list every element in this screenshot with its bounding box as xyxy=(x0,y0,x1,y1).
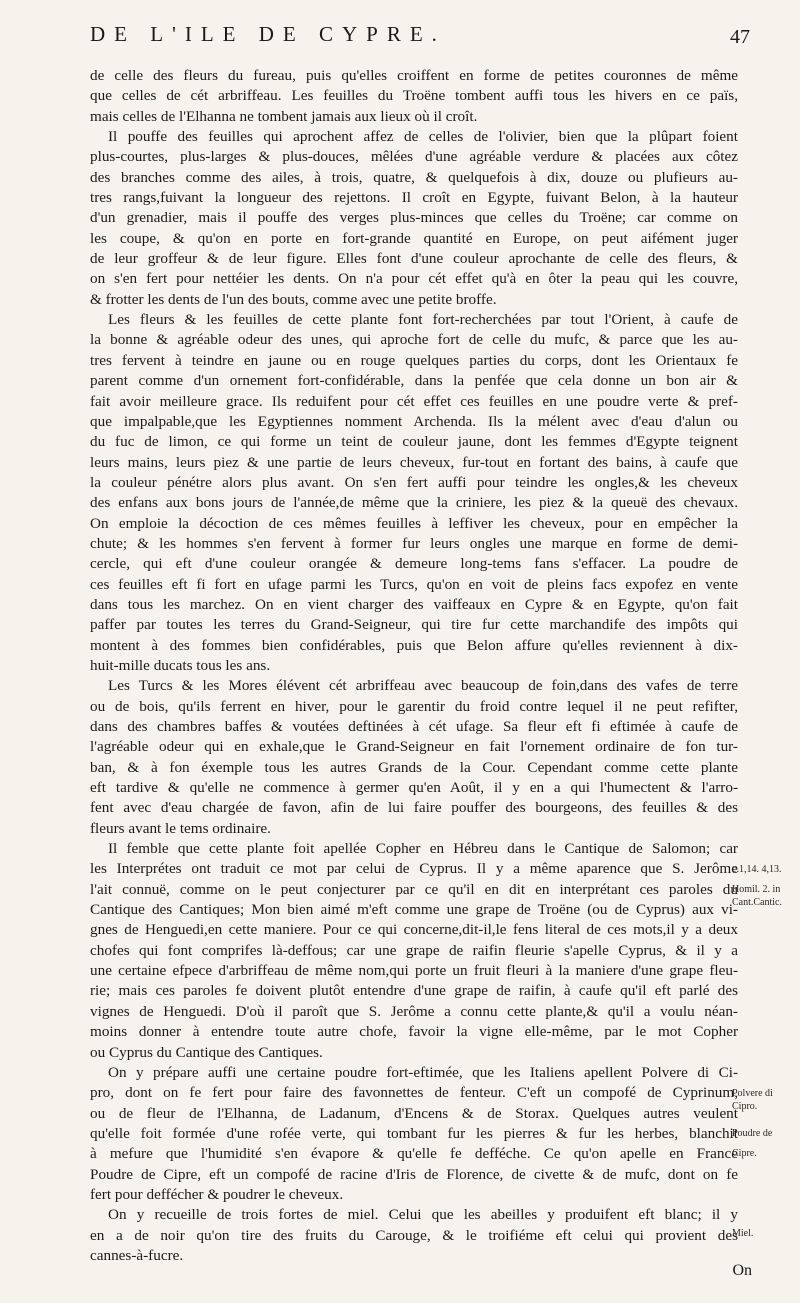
text-line: d'un grenadier, mais il pouffe des verges plus-minces que celles du Troëne; car comme on xyxy=(90,209,738,227)
text-line: ces feuilles eft fi fort en ufage parmi les Turcs, qu'on en voit de pleins facs expofez en vente xyxy=(90,575,738,593)
text-line: les Interprétes ont traduit ce mot par celui de Cyprus. Il y a même aparence que S. Jerôme xyxy=(90,860,738,878)
text-line: ou Cyprus du Cantique des Cantiques. xyxy=(90,1043,323,1061)
text-line: ban, & à fon éxemple tous les autres Grands de la Cour. Cependant comme cette plante xyxy=(90,758,738,776)
text-line: fent avec d'eau chargée de favon, afin de lui faire pouffer des bourgeons, des feuilles & des xyxy=(90,799,738,817)
text-line: dans des chambres baffes & voutées deftinées à cét ufage. Sa fleur eft fi eftimée à caufe de xyxy=(90,718,738,735)
text-line: ou de bois, qu'ils ferrent en hiver, pour le garentir du froid contre lequel il ne peut refifter, xyxy=(90,697,738,715)
text-line: & frotter les dents de l'un des bouts, comme avec une petite broffe. xyxy=(90,290,497,308)
text-line: une certaine efpece d'arbriffeau de même nom,qui porte un fruit fleuri à la maniere d'une grape fleu- xyxy=(90,962,738,980)
text-line: Les Turcs & les Mores élévent cét arbriffeau avec beaucoup de foin,dans des vafes de terre xyxy=(108,677,738,695)
text-line: des branches comme des ailes, à trois, quatre, & quelquefois à dix, douze ou plufieurs au- xyxy=(90,168,738,186)
text-line: mais celles de l'Elhanna ne tombent jamais aux lieux où il croît. xyxy=(90,107,478,125)
text-line: à mefure que l'humidité s'en évapore & qu'elle fe defféche. Ce qu'on apelle en France xyxy=(90,1145,738,1163)
text-line: fleurs avant le tems ordinaire. xyxy=(90,819,271,837)
text-line: les coupe, & qu'on en porte en fort-grande quantité en Europe, on peut aifément juger xyxy=(90,229,738,247)
text-line: parent comme d'un ornement fort-confidérable, dans la penfée que cela donne un bon air & xyxy=(90,372,738,390)
text-line: de leur groffeur & de leur figure. Elles font d'une couleur aprochante de celle des fleurs, & xyxy=(90,250,738,268)
text-line: Il pouffe des feuilles qui aprochent affez de celles de l'olivier, bien que la plûpart foient xyxy=(108,128,738,146)
text-line: pro, dont on fe fert pour faire des favonnettes de fenteur. C'eft un compofé de Cyprinum, xyxy=(90,1084,738,1102)
margin-note: Cant.Cantic. xyxy=(732,897,782,908)
text-line: tres fervent à teindre en jaune ou en rouge quelques parties du corps, dont les Orientaux fe xyxy=(90,351,738,369)
margin-note: Poudre de xyxy=(732,1128,773,1139)
text-line: on s'en fert pour nettéier les dents. On n'a pour cét effet qu'à en ôter la peau qui les couvre, xyxy=(90,270,738,288)
text-line: l'ait connuë, comme on le peut conjecturer par ce qu'il en dit en interprétant ces paroles du xyxy=(90,880,738,898)
margin-note: c.1,14. 4,13. xyxy=(732,864,782,875)
text-line: fait avoir meilleure grace. Ils reduifent pour cét effet ces feuilles en une poudre verte & pref- xyxy=(90,392,738,410)
text-line: Cantique des Cantiques; Mon bien aimé m'eft comme une grape de Troëne (ou de Cyprus) aux vi- xyxy=(90,901,738,919)
text-line: vignes de Henguedi. D'où il paroît que S. Jerôme a connu cette plante,& qu'il a voulu néan- xyxy=(90,1002,738,1020)
running-title: DE L'ILE DE CYPRE. xyxy=(90,22,446,46)
text-line: ou de fleur de l'Elhanna, de Ladanum, d'Encens & de Storax. Quelques autres veulent xyxy=(90,1104,738,1122)
text-line: rie; mais ces paroles fe doivent plutôt entendre d'une grape de raifin, à caufe qu'il eft parlé des xyxy=(90,982,738,1000)
text-line: tres rangs,fuivant la longueur des rejettons. Il croît en Egypte, fuivant Belon, à la hauteur xyxy=(90,189,738,207)
text-line: qu'elle foit formée d'une rofée verte, qui tombant fur les pierres & fur les herbes, blanchit xyxy=(90,1124,738,1142)
text-line: paffer par toutes les terres du Grand-Seigneur, qui tire fur cette marchandife des impôts qui xyxy=(90,616,738,634)
text-line: que impalpable,que les Egyptiennes nomment Archenda. Ils la mélent avec d'eau d'alun ou xyxy=(90,412,738,430)
text-line: la bonne & agréable odeur des unes, qui aproche fort de celle du mufc, & parce que les au- xyxy=(90,331,738,349)
main-text xyxy=(90,66,738,1266)
page-number: 47 xyxy=(730,26,750,48)
text-line: huit-mille ducats tous les ans. xyxy=(90,656,271,674)
text-line: On y recueille de trois fortes de miel. Celui que les abeilles y produifent eft blanc; il y xyxy=(108,1206,738,1224)
text-line: du fuc de limon, ce qui forme un teint de couleur jaune, dont les femmes d'Egypte teignent xyxy=(90,433,738,451)
margin-note: Miel. xyxy=(732,1228,754,1239)
text-line: Poudre de Cipre, eft un compofé de racine d'Iris de Florence, de civette & de mufc, dont on fe xyxy=(90,1165,738,1183)
text-line: plus-courtes, plus-larges & plus-douces, mêlées d'une agréable verdure & placées aux côtez xyxy=(90,148,738,166)
text-line: On emploie la décoction de ces mêmes feuilles à leffiver les cheveux, pour en empêcher la xyxy=(90,514,738,532)
text-line: cercle, qui eft d'une couleur orangée & demeure long-tems fans s'effacer. La poudre de xyxy=(90,555,738,573)
margin-note: Homil. 2. in xyxy=(732,884,781,895)
text-line: chute; & les hommes s'en fervent à former fur leurs ongles une marque en forme de demi- xyxy=(90,534,738,552)
margin-note: Cipre. xyxy=(732,1148,757,1159)
text-line: chofes qui font comprifes là-deffous; car une grape de raifin fleurie s'apelle Cyprus, & il y a xyxy=(90,941,738,959)
text-line: la couleur pénétre alors plus avant. On s'en fert auffi pour teindre les ongles,& les cheveux xyxy=(90,473,738,491)
margin-note: Polvere di xyxy=(732,1088,773,1099)
text-line: fert pour deffécher & poudrer le cheveux. xyxy=(90,1185,344,1203)
text-line: Il femble que cette plante foit apellée Copher en Hébreu dans le Cantique de Salomon; car xyxy=(108,840,738,858)
text-line: leurs mains, leurs piez & une partie de leurs cheveux, fur-tout en fortant des bains, à caufe que xyxy=(90,453,738,471)
margin-note: Cipro. xyxy=(732,1101,758,1112)
text-line: Les fleurs & les feuilles de cette plante font fort-recherchées par tout l'Orient, à caufe de xyxy=(108,311,738,329)
text-line: que celles de cét arbriffeau. Les feuilles du Troëne tombent auffi tous les hivers en ce païs, xyxy=(90,87,738,105)
text-line: gnes de Henguedi,en cette maniere. Pour ce qui concerne,dit-il,le fens literal de ces mots,il y a deux xyxy=(90,921,738,939)
text-line: de celle des fleurs du fureau, puis qu'elles croiffent en forme de petites couronnes de même xyxy=(90,67,738,84)
text-line: eft tardive & qu'elle ne commence à germer qu'en Août, il y en a qui l'humectent & l'arro- xyxy=(90,779,738,797)
page-header xyxy=(90,22,750,56)
text-line: On y prépare auffi une certaine poudre fort-eftimée, que les Italiens apellent Polvere di Ci- xyxy=(108,1063,738,1081)
text-line: cannes-à-fucre. xyxy=(90,1246,184,1264)
text-line: des enfans aux bons jours de l'année,de même que la criniere, les piez & la queuë des chevaux. xyxy=(90,494,738,512)
text-line: en a de noir qu'on tire des fruits du Carouge, & le troifiéme eft celui qui provient des xyxy=(90,1226,738,1244)
text-line: moins donner à entendre toute autre chofe, favoir la vigne elle-même, par le mot Copher xyxy=(90,1023,738,1041)
text-line: l'agréable odeur qui en exhale,que le Grand-Seigneur en fait l'ornement ordinaire de fon tur- xyxy=(90,738,738,756)
text-line: dans tous les marchez. On en vient charger des vaiffeaux en Cypre & en Egypte, qu'on fait xyxy=(90,595,738,613)
text-line: montent à des fommes bien confidérables, puis que Belon affure qu'elles reviennent à dix- xyxy=(90,636,738,654)
catchword: On xyxy=(732,1262,752,1279)
